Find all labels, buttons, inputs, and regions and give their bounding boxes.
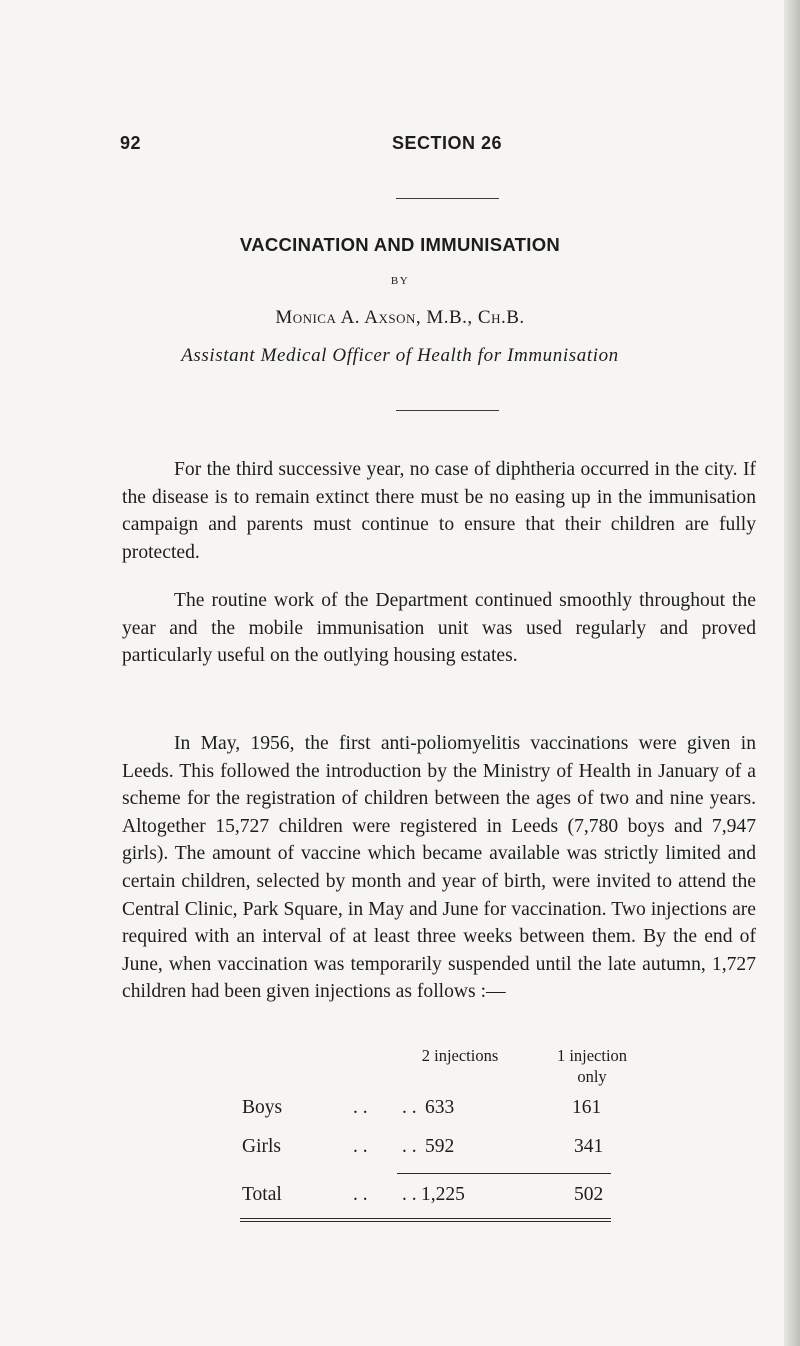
- subtotal-rule: [397, 1173, 611, 1174]
- girls-one-injection: 341: [574, 1136, 604, 1157]
- top-divider: [396, 198, 499, 199]
- column-header-one-injection-only: only: [577, 1067, 607, 1086]
- row-leader: . .: [353, 1184, 368, 1205]
- author-affiliation: Assistant Medical Officer of Health for Immunisation: [181, 345, 619, 366]
- row-leader: . .: [353, 1136, 368, 1157]
- paragraph-diphtheria: For the third successive year, no case of diphtheria occurred in the city. If the disease is to remain extinct there must be no easing up in the immunisation campaign and parents must continue to ensure that their children are fully protected.: [122, 459, 756, 563]
- paragraph-poliomyelitis: In May, 1956, the first anti-poliomyelitis vaccinations were given in Leeds. This followed the introduction by the Ministry of Health in January of a scheme for the registration of children between the ages of two and nine years. Altogether 15,727 children were registered in Leeds (7,780 boys and 7,947 girls). The amount of vaccine which became available was strictly limited and certain children, selected by month and year of birth, were invited to attend the Central Clinic, Park Square, in May and June for vaccination. Two injections are required with an interval of at least three weeks between them. By the end of June, when vaccination was temporarily suspended until the late autumn, 1,727 children had been given injections as follows :—: [122, 733, 756, 1003]
- page-number: 92: [120, 133, 142, 153]
- row-leader: . .: [353, 1097, 368, 1118]
- paragraph-routine-work: The routine work of the Department continued smoothly throughout the year and the mobile immunisation unit was used regularly and proved particularly useful on the outlying housing estates.: [122, 590, 756, 667]
- row-leader: . .: [402, 1184, 417, 1205]
- column-header-two-injections: 2 injections: [421, 1046, 499, 1065]
- byline-label: BY: [390, 275, 410, 287]
- column-header-one-injection: 1 injection: [556, 1046, 628, 1065]
- page-edge-shadow: [784, 0, 800, 1346]
- row-label-girls: Girls: [242, 1136, 281, 1157]
- row-leader: . .: [402, 1097, 417, 1118]
- row-label-boys: Boys: [242, 1097, 283, 1118]
- row-label-total: Total: [242, 1184, 282, 1205]
- total-two-injections: 1,225: [421, 1184, 465, 1205]
- article-title: VACCINATION AND IMMUNISATION: [239, 234, 561, 255]
- title-divider: [396, 410, 499, 411]
- girls-two-injections: 592: [425, 1136, 455, 1157]
- author-name: Monica A. Axson, M.B., Ch.B.: [275, 307, 525, 328]
- total-one-injection: 502: [574, 1184, 604, 1205]
- boys-one-injection: 161: [572, 1097, 602, 1118]
- running-head-section: SECTION 26: [392, 133, 503, 153]
- total-double-rule-bottom: [240, 1221, 611, 1222]
- total-double-rule-top: [240, 1218, 611, 1219]
- boys-two-injections: 633: [425, 1097, 455, 1118]
- row-leader: . .: [402, 1136, 417, 1157]
